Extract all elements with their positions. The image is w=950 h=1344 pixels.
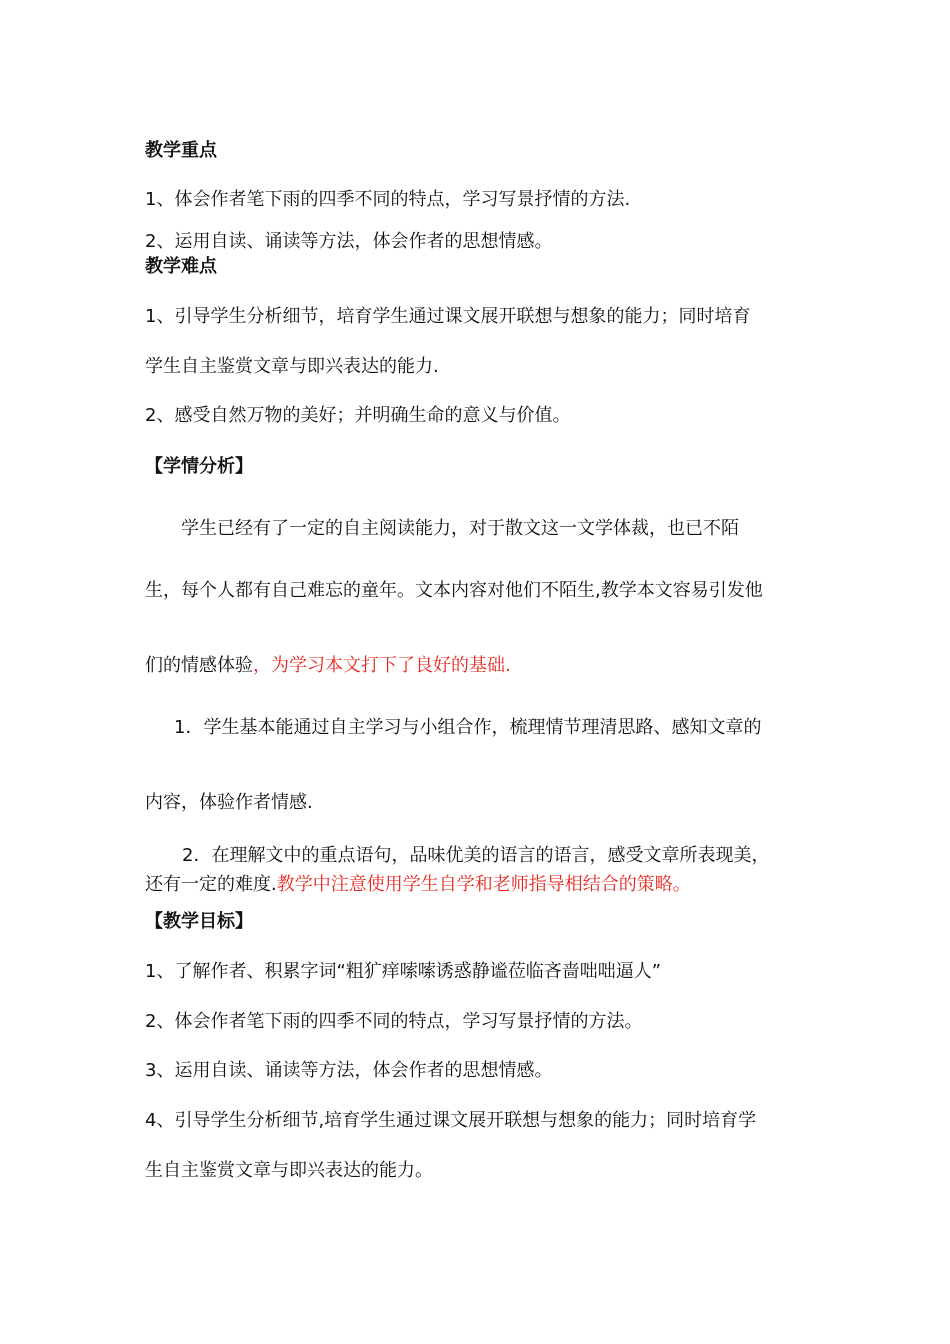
analysis-point-1-line-1: 1．学生基本能通过自主学习与小组合作，梳理情节理清思路、感知文章的 <box>174 717 762 738</box>
analysis-para-1-line-1: 学生已经有了一定的自主阅读能力，对于散文这一文学体裁，也已不陌 <box>181 518 739 539</box>
analysis-highlight-2: 教学中注意使用学生自学和老师指导相结合的策略。 <box>276 874 691 895</box>
objectives-item-4-line-2: 生自主鉴赏文章与即兴表达的能力。 <box>145 1160 433 1181</box>
focus-heading: 教学重点 <box>145 140 217 161</box>
analysis-point-2-line-1: 2．在理解文中的重点语句，品味优美的语言的语言，感受文章所表现美， <box>182 845 770 866</box>
objectives-item-2: 2、体会作者笔下雨的四季不同的特点，学习写景抒情的方法。 <box>145 1011 643 1032</box>
objectives-item-3: 3、运用自读、诵读等方法，体会作者的思想情感。 <box>145 1060 553 1081</box>
difficulty-item-1-line-2: 学生自主鉴赏文章与即兴表达的能力. <box>145 356 439 377</box>
difficulty-heading: 教学难点 <box>145 256 217 277</box>
objectives-heading: 【教学目标】 <box>145 911 253 932</box>
analysis-highlight-1: ，为学习本文打下了良好的基础. <box>253 655 511 676</box>
analysis-point-2-line-2-text: 还有一定的难度. <box>145 874 277 895</box>
focus-item-1: 1、体会作者笔下雨的四季不同的特点，学习写景抒情的方法. <box>145 189 631 210</box>
objectives-item-1: 1、了解作者、积累字词“粗犷痒嗦嗦诱惑静谧莅临吝啬咄咄逼人” <box>145 961 662 982</box>
objectives-item-4-line-1: 4、引导学生分析细节,培育学生通过课文展开联想与想象的能力；同时培育学 <box>145 1110 757 1131</box>
analysis-para-1-line-3 <box>145 655 511 677</box>
difficulty-item-2: 2、感受自然万物的美好；并明确生命的意义与价值。 <box>145 405 571 426</box>
analysis-point-2-line-2 <box>145 874 691 896</box>
analysis-para-1-line-2: 生，每个人都有自己难忘的童年。文本内容对他们不陌生,教学本文容易引发他 <box>145 580 763 601</box>
difficulty-item-1-line-1: 1、引导学生分析细节，培育学生通过课文展开联想与想象的能力；同时培育 <box>145 306 751 327</box>
analysis-para-1-line-3-text: 们的情感体验 <box>145 655 253 676</box>
analysis-heading: 【学情分析】 <box>145 456 253 477</box>
analysis-point-1-line-2: 内容，体验作者情感. <box>145 792 313 813</box>
focus-item-2: 2、运用自读、诵读等方法，体会作者的思想情感。 <box>145 231 553 252</box>
